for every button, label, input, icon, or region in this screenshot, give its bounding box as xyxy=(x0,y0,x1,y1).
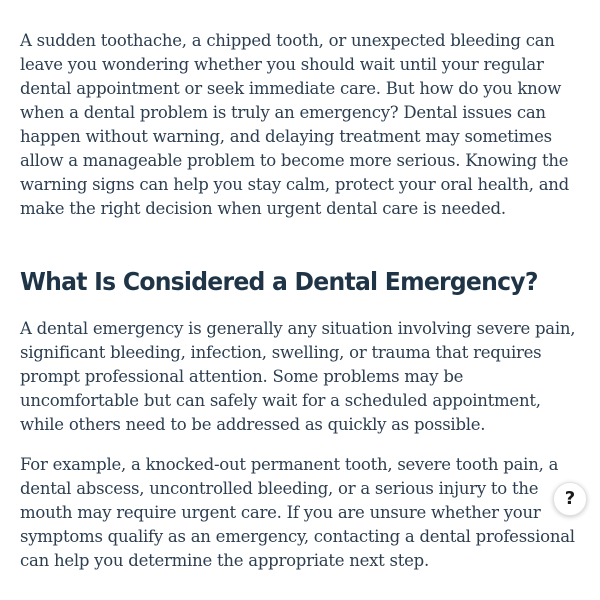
help-button[interactable] xyxy=(553,482,587,516)
intro-paragraph: A sudden toothache, a chipped tooth, or unexpected bleeding can leave you wondering whether you should wait until your regular dental appointment or seek immediate care. But how do you know when a dental problem is truly an emergency? Dental issues can happen without warning, and delaying treatment may sometimes allow a manageable problem to become more serious. Knowing the warning signs can help you stay calm, protect your oral health, and make the right decision when urgent dental care is needed. xyxy=(20,31,569,218)
section-paragraph-2: For example, a knocked-out permanent tooth, severe tooth pain, a dental abscess, uncontrolled bleeding, or a serious injury to the mouth may require urgent care. If you are unsure whether your symptoms qualify as an emergency, contacting a dental professional can help you determine the appropriate next step. xyxy=(20,455,575,570)
question-mark-icon: ? xyxy=(564,488,576,509)
section-heading: What Is Considered a Dental Emergency? xyxy=(20,267,538,296)
section-paragraph-1: A dental emergency is generally any situation involving severe pain, significant bleeding, infection, swelling, or trauma that requires prompt professional attention. Some problems may be uncomfortable but can safely wait for a scheduled appointment, while others need to be addressed as quickly as possible. xyxy=(20,319,576,434)
article-content xyxy=(20,29,585,573)
